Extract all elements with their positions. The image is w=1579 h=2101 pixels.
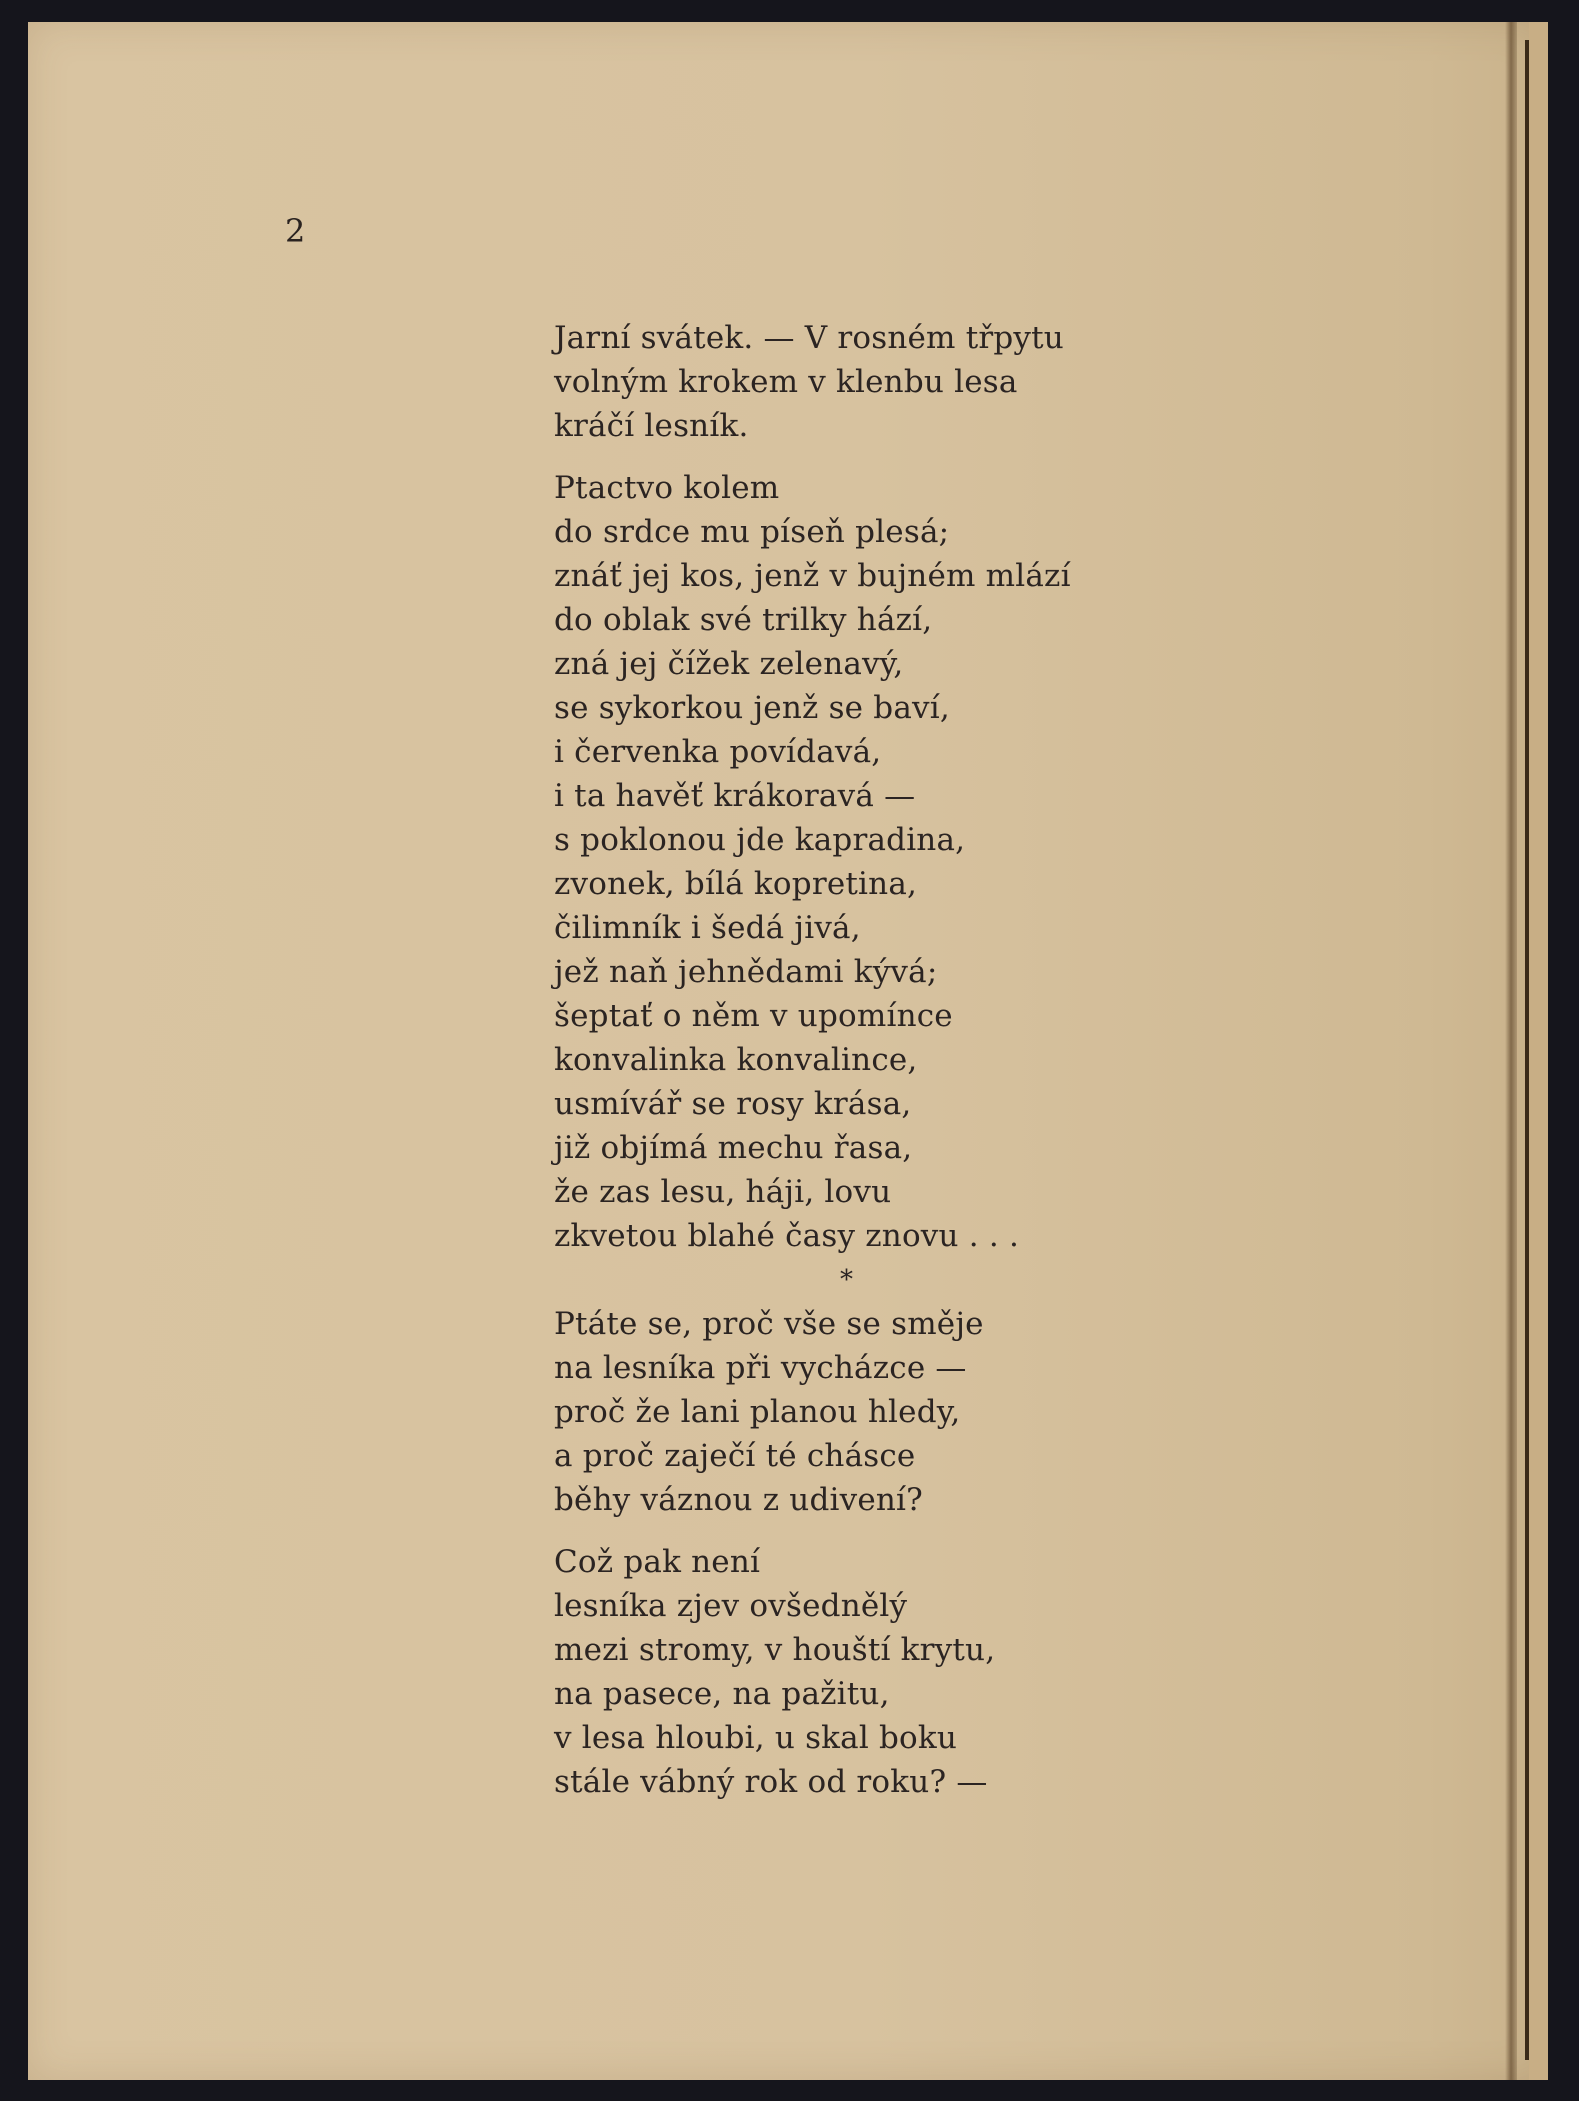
- poem-line: zkvetou blahé časy znovu . . .: [554, 1218, 1020, 1254]
- poem-line: s poklonou jde kapradina,: [554, 822, 966, 858]
- binding-edge: [1525, 40, 1529, 2060]
- poem-line: Ptáte se, proč vše se směje: [554, 1306, 984, 1342]
- poem-line: již objímá mechu řasa,: [554, 1130, 913, 1166]
- poem-line: jež naň jehnědami kývá;: [554, 954, 938, 990]
- poem-text: [554, 316, 1454, 1804]
- poem-line: mezi stromy, v houští krytu,: [554, 1632, 996, 1668]
- section-separator-asterisk: *: [840, 1265, 854, 1295]
- poem-line: se sykorkou jenž se baví,: [554, 690, 950, 726]
- poem-line: čilimník i šedá jivá,: [554, 910, 861, 946]
- poem-line: do oblak své trilky hází,: [554, 602, 933, 638]
- poem-line: do srdce mu píseň plesá;: [554, 514, 950, 550]
- poem-line: konvalinka konvalince,: [554, 1042, 918, 1078]
- poem-line: běhy váznou z udivení?: [554, 1482, 923, 1518]
- poem-line: znáť jej kos, jenž v bujném mlází: [554, 558, 1071, 594]
- poem-line: Což pak není: [554, 1544, 761, 1580]
- adjacent-page-edge: [1529, 22, 1548, 2080]
- stanza-3: [554, 1302, 1454, 1522]
- poem-line: Ptactvo kolem: [554, 470, 780, 506]
- poem-line: šeptať o něm v upomínce: [554, 998, 953, 1034]
- stanza-4: [554, 1540, 1454, 1804]
- poem-line: volným krokem v klenbu lesa: [554, 364, 1018, 400]
- poem-line: lesníka zjev ovšednělý: [554, 1588, 908, 1624]
- poem-line: zvonek, bílá kopretina,: [554, 866, 918, 902]
- poem-line: proč že lani planou hledy,: [554, 1394, 961, 1430]
- stanza-2: [554, 466, 1454, 1258]
- poem-line: stále vábný rok od roku? —: [554, 1764, 988, 1800]
- poem-line: i červenka povídavá,: [554, 734, 882, 770]
- poem-line: na pasece, na pažitu,: [554, 1676, 890, 1712]
- poem-line: Jarní svátek. — V rosném třpytu: [554, 320, 1064, 356]
- poem-line: zná jej čížek zelenavý,: [554, 646, 904, 682]
- poem-line: i ta havěť krákoravá —: [554, 778, 916, 814]
- poem-line: na lesníka při vycházce —: [554, 1350, 967, 1386]
- poem-line: usmívář se rosy krása,: [554, 1086, 912, 1122]
- stanza-1: [554, 316, 1454, 448]
- poem-line: a proč zaječí té chásce: [554, 1438, 916, 1474]
- poem-line: že zas lesu, háji, lovu: [554, 1174, 892, 1210]
- binding-shadow: [1505, 22, 1517, 2080]
- poem-line: kráčí lesník.: [554, 408, 749, 444]
- poem-line: v lesa hloubi, u skal boku: [554, 1720, 958, 1756]
- page-number: 2: [285, 212, 306, 250]
